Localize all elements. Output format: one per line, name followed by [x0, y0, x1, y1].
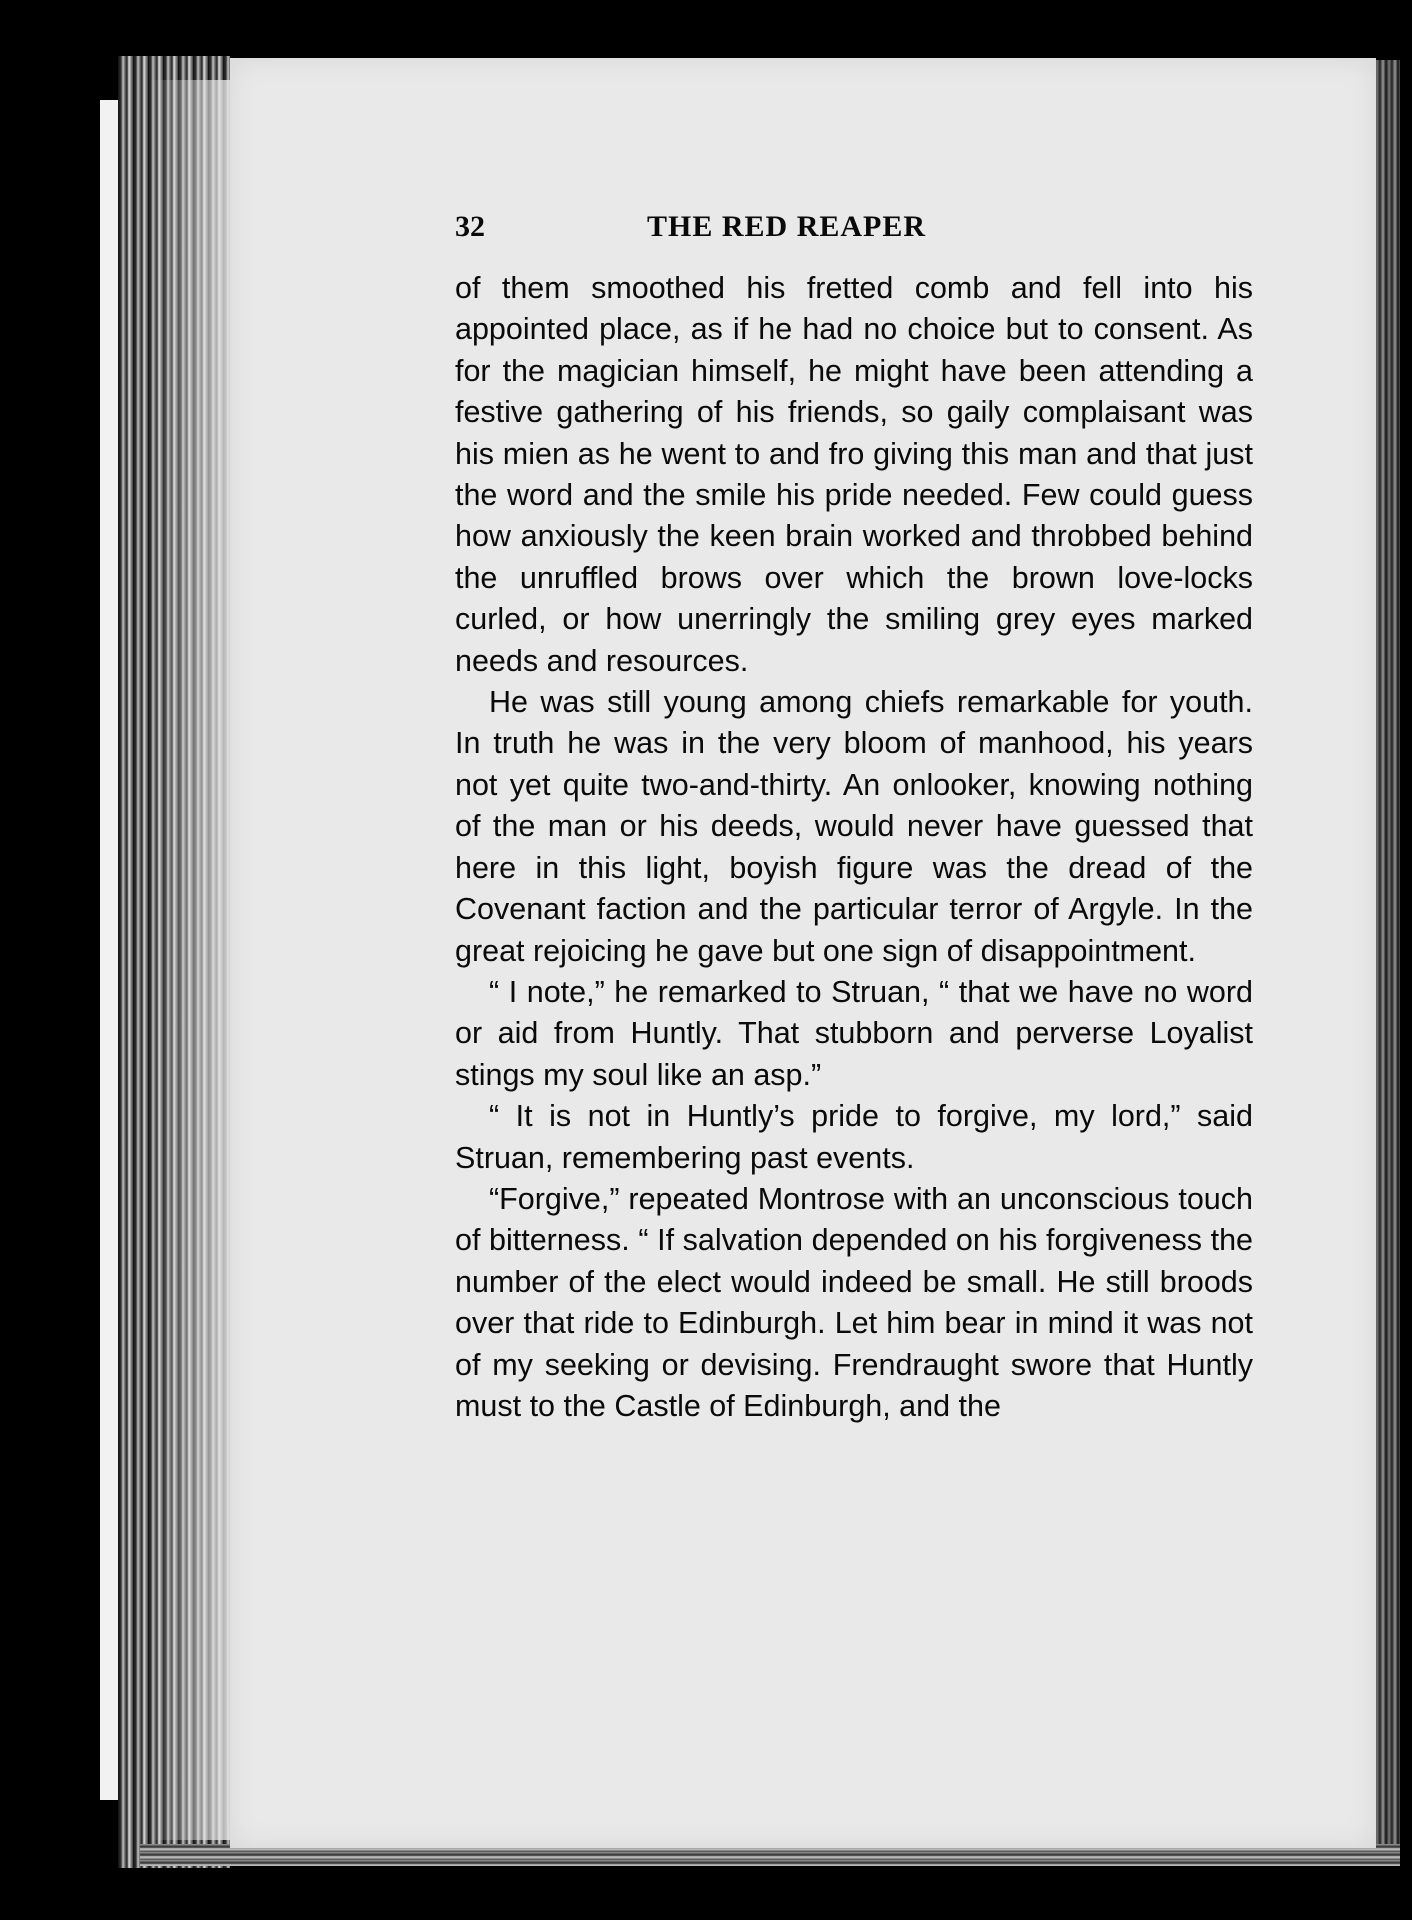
binding-shadow — [150, 80, 230, 1840]
right-page-edge — [1374, 60, 1400, 1850]
page-text-block — [455, 210, 1253, 1427]
paragraph: “ I note,” he remarked to Struan, “ that we have no word or aid from Huntly. That stubborn and perverse Loyalist stings my soul like an asp.” — [455, 974, 1253, 1092]
page-number: 32 — [455, 210, 485, 243]
paragraph: “ It is not in Huntly’s pride to forgive, my lord,” said Struan, remembering past events. — [455, 1099, 1253, 1175]
running-title: THE RED REAPER — [647, 210, 927, 243]
paragraph: “Forgive,” repeated Montrose with an unconscious touch of bitterness. “ If salvation depended on his forgiveness the number of the elect would indeed be small. He still broods over that ride to Edinburgh. Let him bear in mind it was not of my seeking or devising. Frendraught swore that Huntly must to the Castle of Edinburgh, and the — [455, 1181, 1253, 1423]
paragraph-continued: of them smoothed his fretted comb and fell into his appointed place, as if he had no choice but to consent. As for the magician himself, he might have been attending a festive gathering of his friends, so gaily complaisant was his mien as he went to and fro giving this man and that just the word and the smile his pride needed. Few could guess how anxiously the keen brain worked and throbbed behind the unruffled brows over which the brown love-locks curled, or how unerringly the smiling grey eyes marked needs and resources. — [455, 271, 1253, 678]
running-head — [455, 210, 1253, 254]
paragraph: He was still young among chiefs remarkable for youth. In truth he was in the very bloom of manhood, his years not yet quite two-and-thirty. An onlooker, knowing nothing of the man or his deeds, would never have guessed that here in this light, boyish figure was the dread of the Covenant faction and the particular terror of Argyle. In the great rejoicing he gave but one sign of disappointment. — [455, 685, 1253, 968]
